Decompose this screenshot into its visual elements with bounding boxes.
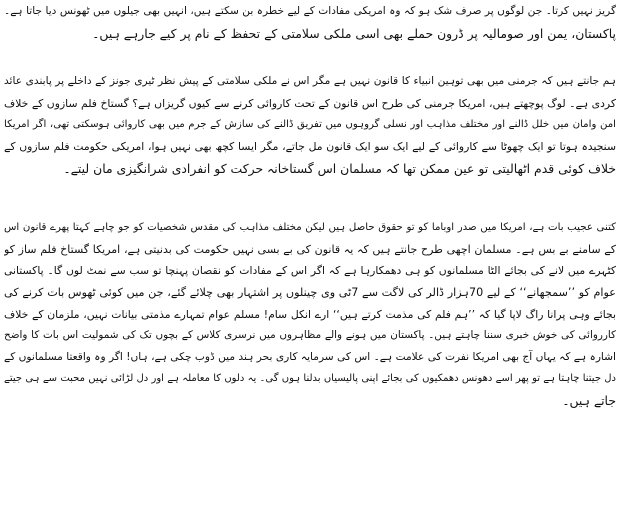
text-line: جاتے ہیں۔ — [562, 392, 616, 408]
article-paragraph — [4, 71, 616, 179]
text-line: اشارہ ہے کہ یہاں آج بھی امریکا نفرت کی علامت ہے۔ اس کی سرمایہ کاری بحر ہند میں ڈوب چکی ہے، ہاں! اگر وہ واقعتا مسلمانوں کے — [4, 350, 616, 363]
text-line: گریز نہیں کرتا۔ جن لوگوں پر صرف شک ہو کہ وہ امریکی مفادات کے لیے خطرہ بن سکتے ہیں، انہیں بھی جیلوں میں ٹھونس دیا جاتا ہے۔ — [4, 5, 616, 17]
article-paragraph — [4, 1, 616, 44]
text-line: امن وامان میں خلل ڈالنے اور مختلف مذاہب اور نسلی گروہوں میں تفریق ڈالنے کی سازش کے جرم میں بھی کاروائی ہوسکتی تھی، اگر امریکا — [4, 119, 616, 131]
article-page — [4, 0, 616, 510]
text-line: کے سامنے بے بس ہے۔ مسلمان اچھی طرح جانتے ہیں کہ یہ قانون کی بے بسی نہیں حکومت کی بدنیتی ہے، امریکا گستاخ فلم ساز کو — [4, 242, 616, 256]
text-line: سنجیدہ ہوتا تو ایک چھوٹا سے کاروائی کے لیے ایک سو ایک قانون مل جاتے، مگر ایسا کچھ بھی نہیں ہوا، امریکی حکومت فلم سازوں کے — [4, 139, 616, 153]
article-paragraph — [4, 217, 616, 411]
text-line: دل جیتنا چاہتا ہے تو پھر اسے دھونس دھمکیوں کی بجائے اپنی پالیسیاں بدلنا ہوں گی۔ یہ دلوں کا معاملہ ہے اور دل لڑائی نہیں محبت سے ہی جیتے — [4, 373, 616, 385]
paragraph-gap — [4, 44, 616, 71]
text-line: کٹہرے میں لانے کی بجائے الٹا مسلمانوں کو ہی دھمکارہا ہے کہ اگر اس کے مفادات کو نقصان پہنچا تو سب سے نمٹ لوں گا۔ پاکستانی — [4, 264, 616, 278]
text-line: عوام کو ’’سمجھانے‘‘ کے لیے 70ہزار ڈالر کی لاگت سے 7ٹی وی چینلوں پر اشتہار بھی چلائے گئے، جن میں کوئی ٹھوس بات کرنے کی — [4, 285, 616, 299]
text-line: کارروائی کی خوش خبری سننا چاہتے ہیں۔ پاکستان میں ہونے والے مظاہروں میں نرسری کلاس کے بچوں تک کی شمولیت اس بات کا واضح — [4, 329, 616, 342]
text-line: کتنی عجیب بات ہے، امریکا میں صدر اوباما کو تو حقوق حاصل ہیں لیکن مختلف مذاہب کی مقدس شخصیات کو جو چاہے کہتا پھرے قانون اس — [4, 222, 616, 234]
text-line: پاکستان، یمن اور صومالیہ پر ڈرون حملے بھی اسی ملکی سلامتی کے تحفظ کے نام پر کیے جارہے ہیں۔ — [92, 25, 616, 41]
text-line: بجائے وہی پرانا راگ لاپا گیا کہ ’’ہم فلم کی مذمت کرتے ہیں‘‘ ارے انکل سام! مسلم عوام تمہارے مذمتی بیانات نہیں، ملزمان کے خلاف — [4, 307, 616, 321]
paragraph-gap — [4, 179, 616, 217]
text-line: خلاف کوئی قدم اٹھالیتی تو عین ممکن تھا کہ مسلمان اس گستاخانہ حرکت کو انفرادی شرانگیزی مان لیتے۔ — [63, 160, 616, 176]
text-line: کردی ہے۔ لوگ پوچھتے ہیں، امریکا جرمنی کی طرح اس قانون کے تحت کاروائی کرنے سے کیوں گریزاں ہے؟ گستاخ فلم سازوں کے خلاف — [4, 96, 616, 110]
text-line: ہم جانتے ہیں کہ جرمنی میں بھی توہین انبیاء کا قانون نہیں ہے مگر اس نے ملکی سلامتی کے پیش نظر ٹیری جونز کے داخلے پر پابندی عائد — [4, 75, 616, 88]
